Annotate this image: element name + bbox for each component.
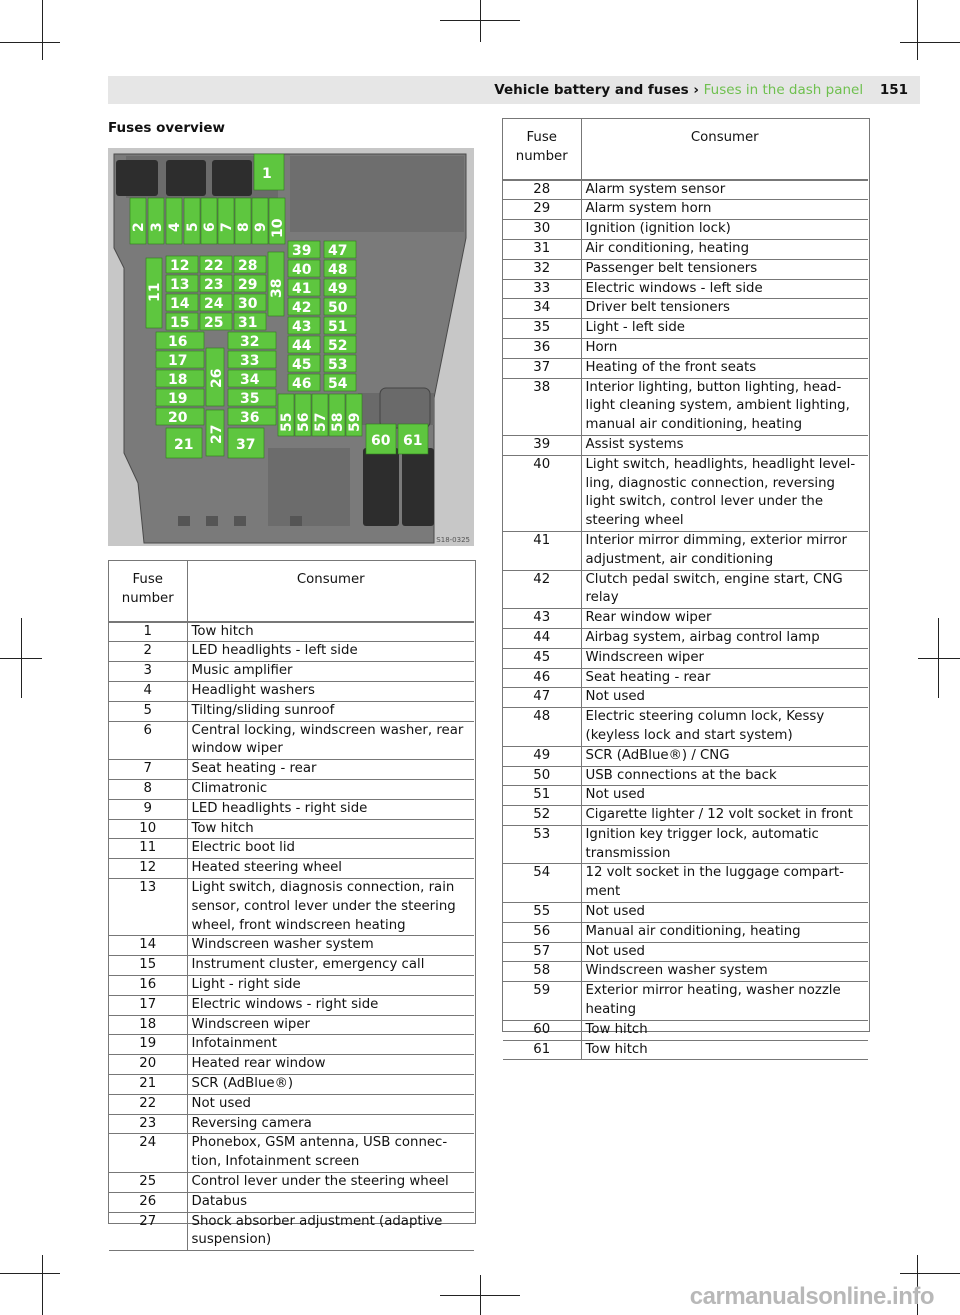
- consumer: Central locking, windscreen washer, rear window wiper: [187, 721, 474, 760]
- consumer: Music amplifier: [187, 662, 474, 682]
- consumer: Heated steering wheel: [187, 859, 474, 879]
- fuse-number: 45: [503, 648, 581, 668]
- table-row: [109, 819, 474, 839]
- consumer: Electric windows - right side: [187, 995, 474, 1015]
- fuse-label-58: 58: [330, 412, 346, 432]
- fuse-number: 7: [109, 760, 187, 780]
- fuse-number: 11: [109, 839, 187, 859]
- table-row: [503, 299, 868, 319]
- header-fuse-line2: number: [515, 148, 568, 164]
- consumer: Exterior mirror heating, washer nozzle heating: [581, 982, 868, 1021]
- consumer: Climatronic: [187, 779, 474, 799]
- table-row: [109, 878, 474, 935]
- fuse-number: 51: [503, 786, 581, 806]
- page-number: 151: [879, 82, 908, 98]
- consumer: Tow hitch: [581, 1040, 868, 1060]
- consumer: Rear window wiper: [581, 609, 868, 629]
- fuse-label-24: 24: [204, 296, 224, 312]
- fuse-number: 16: [109, 975, 187, 995]
- header-subsection[interactable]: Fuses in the dash panel: [703, 82, 864, 98]
- table-row: [109, 662, 474, 682]
- fuse-number: 14: [109, 936, 187, 956]
- table-row: [503, 864, 868, 903]
- fuse-label-1: 1: [262, 166, 272, 182]
- table-row: [109, 701, 474, 721]
- fuse-number: 42: [503, 570, 581, 609]
- fuse-number: 27: [109, 1212, 187, 1251]
- table-row: [109, 1172, 474, 1192]
- fuse-number: 57: [503, 942, 581, 962]
- fuse-label-42: 42: [292, 300, 312, 316]
- table-row: [109, 760, 474, 780]
- table-row: [503, 766, 868, 786]
- table-row: [503, 338, 868, 358]
- table-row: [503, 319, 868, 339]
- consumer: Airbag system, airbag control lamp: [581, 628, 868, 648]
- consumer: Seat heating - rear: [187, 760, 474, 780]
- fuse-label-54: 54: [328, 376, 348, 392]
- consumer: SCR (AdBlue®): [187, 1074, 474, 1094]
- fuse-number: 40: [503, 455, 581, 531]
- fuse-number: 49: [503, 746, 581, 766]
- fuse-number: 8: [109, 779, 187, 799]
- consumer: Instrument cluster, emergency call: [187, 956, 474, 976]
- fuse-label-29: 29: [238, 277, 258, 293]
- fuse-table-right: [503, 119, 868, 1060]
- table-row: [503, 239, 868, 259]
- consumer: Light - left side: [581, 319, 868, 339]
- fuse-label-15: 15: [170, 315, 190, 331]
- fuse-label-22: 22: [204, 258, 224, 274]
- fuse-number: 18: [109, 1015, 187, 1035]
- table-row: [503, 628, 868, 648]
- fuse-number: 31: [503, 239, 581, 259]
- table-row: [109, 799, 474, 819]
- consumer: Light switch, diagnosis connection, rain sensor, control lever under the steering wheel, front windscreen heating: [187, 878, 474, 935]
- fuse-number: 21: [109, 1074, 187, 1094]
- consumer: Headlight washers: [187, 681, 474, 701]
- table-row: [109, 1212, 474, 1251]
- header-fuse-line2: number: [121, 590, 174, 606]
- consumer: Phonebox, GSM antenna, USB connec-tion, Infotainment screen: [187, 1134, 474, 1173]
- table-row: [503, 942, 868, 962]
- fuse-number: 24: [109, 1134, 187, 1173]
- fuse-number: 1: [109, 622, 187, 642]
- consumer: Not used: [581, 903, 868, 923]
- fuse-label-19: 19: [168, 391, 188, 407]
- fuse-number: 37: [503, 358, 581, 378]
- table-row: [109, 859, 474, 879]
- consumer: Driver belt tensioners: [581, 299, 868, 319]
- table-row: [109, 642, 474, 662]
- fuse-number: 32: [503, 259, 581, 279]
- table-row: [109, 936, 474, 956]
- fuse-label-6: 6: [202, 222, 218, 232]
- consumer: Electric steering column lock, Kessy (keyless lock and start system): [581, 708, 868, 747]
- fuse-label-31: 31: [238, 315, 258, 331]
- table-row: [109, 681, 474, 701]
- table-row: [503, 825, 868, 864]
- consumer: Control lever under the steering wheel: [187, 1172, 474, 1192]
- fuse-number: 54: [503, 864, 581, 903]
- fuse-number: 50: [503, 766, 581, 786]
- fuse-label-36: 36: [240, 410, 260, 426]
- fuse-number: 46: [503, 668, 581, 688]
- fuse-number: 25: [109, 1172, 187, 1192]
- consumer: Not used: [581, 786, 868, 806]
- fuse-label-12: 12: [170, 258, 190, 274]
- fuse-number: 39: [503, 435, 581, 455]
- table-header-row: [109, 561, 474, 622]
- fuse-label-30: 30: [238, 296, 258, 312]
- fuse-label-57: 57: [313, 412, 329, 432]
- table-row: [109, 975, 474, 995]
- consumer: Alarm system sensor: [581, 180, 868, 200]
- consumer: Windscreen washer system: [187, 936, 474, 956]
- table-row: [109, 721, 474, 760]
- fuse-label-48: 48: [328, 262, 348, 278]
- fuse-number: 10: [109, 819, 187, 839]
- fuse-number: 58: [503, 962, 581, 982]
- table-row: [503, 903, 868, 923]
- consumer: Clutch pedal switch, engine start, CNG relay: [581, 570, 868, 609]
- consumer: Air conditioning, heating: [581, 239, 868, 259]
- fuse-number: 55: [503, 903, 581, 923]
- table-row: [109, 622, 474, 642]
- fuse-label-17: 17: [168, 353, 188, 369]
- header-fuse-number: [109, 561, 187, 622]
- fuse-label-38: 38: [269, 278, 285, 298]
- table-row: [503, 1040, 868, 1060]
- fuse-label-44: 44: [292, 338, 312, 354]
- consumer: Interior lighting, button lighting, head-light cleaning system, ambient lighting, manual air conditioning, heating: [581, 378, 868, 435]
- table-row: [503, 378, 868, 435]
- table-row: [503, 200, 868, 220]
- fuse-label-43: 43: [292, 319, 312, 335]
- table-header-row: [503, 119, 868, 180]
- table-row: [503, 570, 868, 609]
- table-row: [109, 1094, 474, 1114]
- fuse-number: 12: [109, 859, 187, 879]
- fuse-number: 5: [109, 701, 187, 721]
- fuse-number: 15: [109, 956, 187, 976]
- fuse-label-35: 35: [240, 391, 260, 407]
- consumer: Tow hitch: [581, 1020, 868, 1040]
- fuse-number: 6: [109, 721, 187, 760]
- consumer: Databus: [187, 1192, 474, 1212]
- fuse-label-9: 9: [253, 222, 269, 232]
- table-row: [109, 779, 474, 799]
- fuse-label-51: 51: [328, 319, 348, 335]
- fuse-number: 4: [109, 681, 187, 701]
- header-fuse-line1: Fuse: [132, 572, 163, 587]
- fuse-label-60: 60: [371, 433, 391, 449]
- fuse-label-34: 34: [240, 372, 260, 388]
- table-row: [503, 668, 868, 688]
- running-header: [494, 82, 908, 98]
- fuse-label-56: 56: [296, 412, 312, 432]
- fuse-label-46: 46: [292, 376, 312, 392]
- fuse-number: 13: [109, 878, 187, 935]
- table-row: [503, 220, 868, 240]
- fuse-label-26: 26: [209, 368, 225, 388]
- table-row: [109, 1192, 474, 1212]
- table-row: [503, 982, 868, 1021]
- fuse-number: 53: [503, 825, 581, 864]
- fuse-number: 43: [503, 609, 581, 629]
- header-section: Vehicle battery and fuses: [494, 82, 689, 98]
- fuse-number: 47: [503, 688, 581, 708]
- section-title: Fuses overview: [108, 120, 226, 136]
- fuse-number: 23: [109, 1114, 187, 1134]
- fuse-number: 44: [503, 628, 581, 648]
- consumer: Light switch, headlights, headlight level-ling, diagnostic connection, reversing light switch, control lever under the steering wheel: [581, 455, 868, 531]
- table-row: [503, 279, 868, 299]
- consumer: Windscreen wiper: [581, 648, 868, 668]
- table-row: [109, 839, 474, 859]
- consumer: Alarm system horn: [581, 200, 868, 220]
- fuse-label-33: 33: [240, 353, 260, 369]
- table-row: [503, 806, 868, 826]
- fuse-number: 22: [109, 1094, 187, 1114]
- fuse-label-25: 25: [204, 315, 224, 331]
- fuse-number: 34: [503, 299, 581, 319]
- fuse-number: 17: [109, 995, 187, 1015]
- fuse-number: 30: [503, 220, 581, 240]
- consumer: Heated rear window: [187, 1055, 474, 1075]
- fuse-label-23: 23: [204, 277, 224, 293]
- consumer: LED headlights - left side: [187, 642, 474, 662]
- fuse-number: 56: [503, 922, 581, 942]
- fuse-label-40: 40: [292, 262, 312, 278]
- table-row: [109, 995, 474, 1015]
- consumer: Tilting/sliding sunroof: [187, 701, 474, 721]
- consumer: Cigarette lighter / 12 volt socket in front: [581, 806, 868, 826]
- fuse-label-52: 52: [328, 338, 348, 354]
- fuse-number: 41: [503, 531, 581, 570]
- consumer: Ignition key trigger lock, automatic transmission: [581, 825, 868, 864]
- table-row: [503, 922, 868, 942]
- table-row: [109, 1114, 474, 1134]
- fuse-number: 3: [109, 662, 187, 682]
- fuse-number: 33: [503, 279, 581, 299]
- watermark: carmanualsonline.info: [689, 1283, 934, 1310]
- consumer: Seat heating - rear: [581, 668, 868, 688]
- table-row: [503, 435, 868, 455]
- consumer: Windscreen washer system: [581, 962, 868, 982]
- fuse-label-3: 3: [149, 222, 165, 232]
- fuse-label-47: 47: [328, 243, 348, 259]
- table-row: [503, 1020, 868, 1040]
- fuse-label-8: 8: [236, 222, 252, 232]
- fuse-label-2: 2: [131, 222, 147, 232]
- consumer: Manual air conditioning, heating: [581, 922, 868, 942]
- table-row: [503, 688, 868, 708]
- fuse-box-diagram: [108, 148, 474, 546]
- consumer: Interior mirror dimming, exterior mirror adjustment, air conditioning: [581, 531, 868, 570]
- fuse-label-59: 59: [347, 412, 363, 432]
- table-row: [109, 1055, 474, 1075]
- consumer: Passenger belt tensioners: [581, 259, 868, 279]
- fuse-label-7: 7: [219, 222, 235, 232]
- fuse-label-55: 55: [279, 412, 295, 432]
- fuse-label-5: 5: [185, 222, 201, 232]
- table-row: [109, 1074, 474, 1094]
- consumer: Not used: [581, 688, 868, 708]
- fuse-number: 2: [109, 642, 187, 662]
- table-row: [503, 455, 868, 531]
- fuse-number: 29: [503, 200, 581, 220]
- fuse-label-32: 32: [240, 334, 260, 350]
- table-row: [503, 786, 868, 806]
- fuse-label-11: 11: [147, 282, 163, 302]
- consumer: Infotainment: [187, 1035, 474, 1055]
- fuse-label-61: 61: [403, 433, 423, 449]
- consumer: Tow hitch: [187, 819, 474, 839]
- header-consumer: Consumer: [187, 561, 474, 622]
- consumer: Heating of the front seats: [581, 358, 868, 378]
- table-row: [109, 956, 474, 976]
- header-separator: ›: [693, 82, 699, 98]
- fuse-label-50: 50: [328, 300, 348, 316]
- fuse-label-21: 21: [174, 437, 194, 453]
- table-row: [109, 1015, 474, 1035]
- fuse-number: 35: [503, 319, 581, 339]
- fuse-number: 61: [503, 1040, 581, 1060]
- fuse-number: 59: [503, 982, 581, 1021]
- fuse-label-18: 18: [168, 372, 188, 388]
- table-row: [503, 180, 868, 200]
- consumer: LED headlights - right side: [187, 799, 474, 819]
- fuse-number: 60: [503, 1020, 581, 1040]
- fuse-label-16: 16: [168, 334, 188, 350]
- consumer: Horn: [581, 338, 868, 358]
- fuse-number: 28: [503, 180, 581, 200]
- fuse-number: 26: [109, 1192, 187, 1212]
- consumer: Ignition (ignition lock): [581, 220, 868, 240]
- fuse-label-28: 28: [238, 258, 258, 274]
- fuse-number: 48: [503, 708, 581, 747]
- fuse-label-49: 49: [328, 281, 348, 297]
- header-consumer: Consumer: [581, 119, 868, 180]
- fuse-label-20: 20: [168, 410, 188, 426]
- fuse-label-45: 45: [292, 357, 312, 373]
- fuse-number: 19: [109, 1035, 187, 1055]
- table-row: [503, 648, 868, 668]
- consumer: Electric boot lid: [187, 839, 474, 859]
- consumer: Not used: [581, 942, 868, 962]
- fuse-label-10: 10: [270, 218, 286, 238]
- fuse-label-37: 37: [236, 437, 256, 453]
- table-row: [503, 746, 868, 766]
- consumer: USB connections at the back: [581, 766, 868, 786]
- table-row: [503, 358, 868, 378]
- consumer: Electric windows - left side: [581, 279, 868, 299]
- fuse-label-39: 39: [292, 243, 312, 259]
- fuse-number: 52: [503, 806, 581, 826]
- consumer: Reversing camera: [187, 1114, 474, 1134]
- table-row: [503, 708, 868, 747]
- fuse-table-left: [109, 561, 474, 1251]
- consumer: Light - right side: [187, 975, 474, 995]
- header-fuse-number: [503, 119, 581, 180]
- consumer: Assist systems: [581, 435, 868, 455]
- fuse-number: 36: [503, 338, 581, 358]
- consumer: 12 volt socket in the luggage compart-ment: [581, 864, 868, 903]
- table-row: [503, 962, 868, 982]
- header-fuse-line1: Fuse: [526, 130, 557, 145]
- fuse-number: 20: [109, 1055, 187, 1075]
- consumer: SCR (AdBlue®) / CNG: [581, 746, 868, 766]
- fuse-number: 9: [109, 799, 187, 819]
- table-row: [503, 531, 868, 570]
- fuse-label-4: 4: [167, 222, 183, 232]
- consumer: Shock absorber adjustment (adaptive suspension): [187, 1212, 474, 1251]
- diagram-code: S18-0325: [436, 536, 470, 544]
- table-row: [109, 1134, 474, 1173]
- fuse-label-14: 14: [170, 296, 190, 312]
- fuse-label-53: 53: [328, 357, 348, 373]
- fuse-label-41: 41: [292, 281, 312, 297]
- consumer: Windscreen wiper: [187, 1015, 474, 1035]
- fuse-number: 38: [503, 378, 581, 435]
- table-row: [109, 1035, 474, 1055]
- fuse-label-13: 13: [170, 277, 190, 293]
- consumer: Tow hitch: [187, 622, 474, 642]
- table-row: [503, 259, 868, 279]
- table-row: [503, 609, 868, 629]
- consumer: Not used: [187, 1094, 474, 1114]
- fuse-label-27: 27: [209, 424, 225, 444]
